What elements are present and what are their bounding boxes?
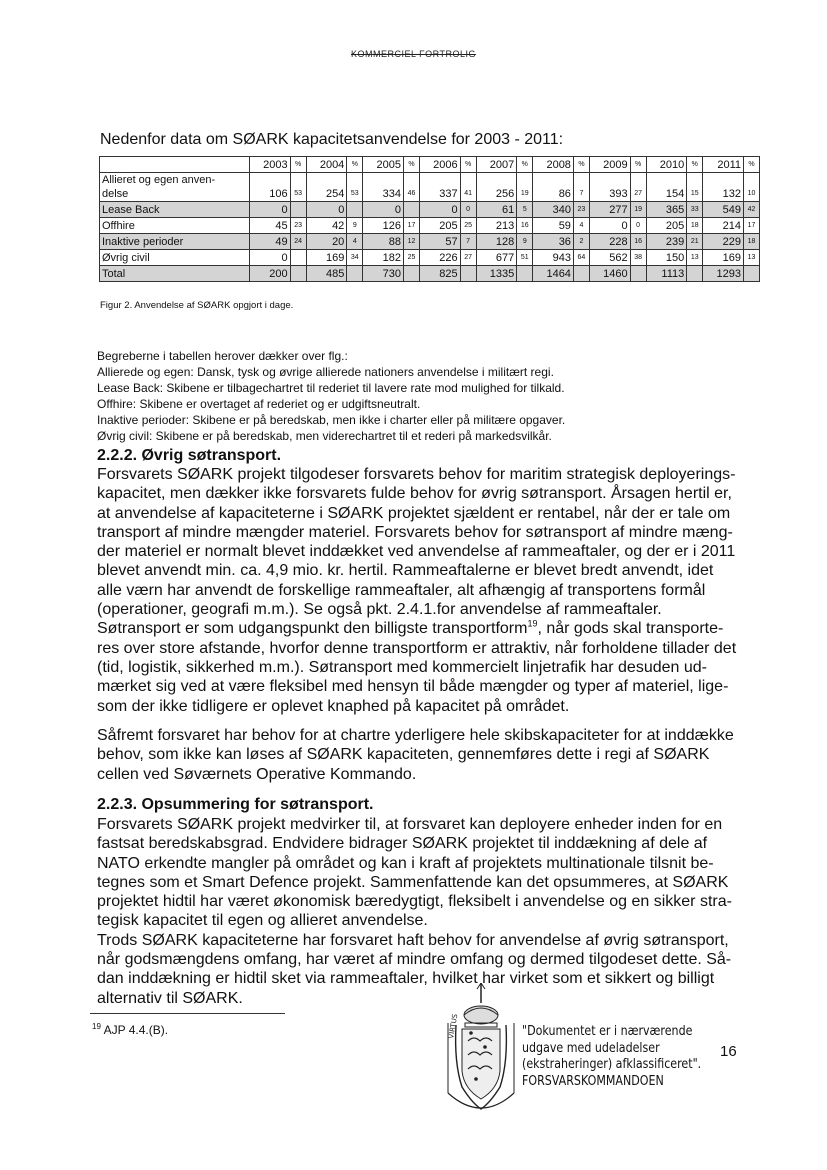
- value-cell: 256: [476, 173, 517, 202]
- coat-of-arms-seal-icon: [440, 983, 522, 1123]
- table-row: [100, 218, 760, 234]
- value-cell: 485: [306, 266, 347, 282]
- value-cell: 20: [306, 234, 347, 250]
- text-line: Forsvarets SØARK projekt medvirker til, at forsvaret kan deployere enheder inden for en: [97, 816, 723, 833]
- value-cell: 334: [363, 173, 404, 202]
- percent-cell: 53: [347, 173, 363, 202]
- section-222-paragraph-1: [97, 465, 747, 716]
- value-cell: 0: [306, 202, 347, 218]
- value-cell: 36: [533, 234, 574, 250]
- text-line: res over store afstande, hvorfor denne transportform er attraktiv, når forholdene tillader det: [97, 639, 737, 657]
- value-cell: 169: [703, 250, 744, 266]
- year-header: 2004: [306, 157, 347, 173]
- value-cell: 1460: [589, 266, 630, 282]
- text-line: udgave med udeladelser: [522, 1039, 660, 1056]
- year-header: 2005: [363, 157, 404, 173]
- definition-item: Allierede og egen: Dansk, tysk og øvrige allierede nationers anvendelse i militært regi.: [97, 365, 554, 379]
- text-line: at anvendelse af kapaciteterne i SØARK projektet sjældent er rentabel, når der er tale om: [97, 504, 731, 522]
- value-cell: 88: [363, 234, 404, 250]
- percent-cell: 21: [687, 234, 703, 250]
- year-header: 2010: [646, 157, 687, 173]
- text-line: "Dokumentet er i nærværende: [522, 1023, 693, 1039]
- year-header: 2008: [533, 157, 574, 173]
- definition-item: Øvrig civil: Skibene er på beredskab, men viderechartret til et rederi på markedsvilkår.: [97, 429, 552, 443]
- percent-cell: [744, 266, 760, 282]
- value-cell: 337: [419, 173, 460, 202]
- percent-cell: 53: [290, 173, 306, 202]
- year-header: 2011: [703, 157, 744, 173]
- definitions-intro: Begreberne i tabellen herover dækker over flg.:: [97, 349, 348, 363]
- value-cell: 205: [646, 218, 687, 234]
- value-cell: 340: [533, 202, 574, 218]
- value-cell: 59: [533, 218, 574, 234]
- value-cell: 1335: [476, 266, 517, 282]
- value-cell: 0: [363, 202, 404, 218]
- text-line: mærket sig ved at være fleksibel med hensyn til både mængder og typer af materiel, lige-: [97, 678, 729, 696]
- row-label: Offhire: [100, 218, 250, 234]
- percent-cell: 34: [347, 250, 363, 266]
- value-cell: 677: [476, 250, 517, 266]
- text-line: Forsvarets SØARK projekt tilgodeser forsvarets behov for maritim strategisk deployerings-: [97, 466, 736, 483]
- text-line: alle værn har anvendt de forskellige rammeaftaler, alt afhængig af transportens formål: [97, 581, 706, 599]
- percent-cell: 38: [630, 250, 646, 266]
- value-cell: 128: [476, 234, 517, 250]
- percent-cell: 17: [403, 218, 419, 234]
- percent-cell: 19: [630, 202, 646, 218]
- percent-cell: 51: [517, 250, 533, 266]
- value-cell: 86: [533, 173, 574, 202]
- value-cell: 61: [476, 202, 517, 218]
- percent-cell: [687, 266, 703, 282]
- percent-cell: 42: [744, 202, 760, 218]
- percent-cell: 9: [517, 234, 533, 250]
- section-heading-222: 2.2.2. Øvrig søtransport.: [97, 447, 282, 464]
- text-line: tegnes som et Smart Defence projekt. Sammenfattende kan det opsummeres, at SØARK: [97, 873, 729, 891]
- text-line: FORSVARSKOMMANDOEN: [522, 1072, 664, 1089]
- figure-caption: Figur 2. Anvendelse af SØARK opgjort i dage.: [100, 300, 294, 311]
- page-number: 16: [720, 1043, 737, 1060]
- classification-marking: KOMMERCIEL FORTROLIG: [350, 49, 476, 59]
- pct-header: %: [517, 157, 533, 173]
- percent-cell: [460, 266, 476, 282]
- percent-cell: 19: [517, 173, 533, 202]
- percent-cell: 12: [403, 234, 419, 250]
- percent-cell: [347, 266, 363, 282]
- row-label: [100, 173, 250, 202]
- table-row: [100, 266, 760, 282]
- text-line: (operationer, geografi m.m.). Se også pkt. 2.4.1.for anvendelse af rammeaftaler.: [97, 601, 662, 619]
- value-cell: 730: [363, 266, 404, 282]
- pct-header: %: [687, 157, 703, 173]
- text-line: transport af mindre mængder materiel. Forsvarets behov for søtransport af mindre mæng-: [97, 523, 733, 541]
- table-row: [100, 202, 760, 218]
- percent-cell: 5: [517, 202, 533, 218]
- percent-cell: [517, 266, 533, 282]
- value-cell: 254: [306, 173, 347, 202]
- percent-cell: 46: [403, 173, 419, 202]
- percent-cell: 13: [687, 250, 703, 266]
- text-line: Søtransport er som udgangspunkt den billigste transportform$^{19}$, når gods skal transporte-: [97, 619, 724, 638]
- value-cell: 1464: [533, 266, 574, 282]
- value-cell: 825: [419, 266, 460, 282]
- text-line: (ekstraheringer) afklassificeret".: [522, 1056, 702, 1072]
- value-cell: 1113: [646, 266, 687, 282]
- value-cell: 205: [419, 218, 460, 234]
- year-header: 2009: [589, 157, 630, 173]
- percent-cell: 41: [460, 173, 476, 202]
- value-cell: 57: [419, 234, 460, 250]
- text-line: alternativ til SØARK.: [97, 989, 243, 1007]
- percent-cell: [403, 266, 419, 282]
- percent-cell: 18: [744, 234, 760, 250]
- value-cell: 200: [250, 266, 291, 282]
- pct-header: %: [630, 157, 646, 173]
- percent-cell: 16: [517, 218, 533, 234]
- value-cell: 213: [476, 218, 517, 234]
- value-cell: 150: [646, 250, 687, 266]
- percent-cell: 0: [630, 218, 646, 234]
- percent-cell: [630, 266, 646, 282]
- text-line: kapacitet, men dækker ikke forsvarets fulde behov for øvrig søtransport. Årsagen hertil er,: [97, 485, 732, 503]
- year-header: 2007: [476, 157, 517, 173]
- percent-cell: 27: [460, 250, 476, 266]
- value-cell: 154: [646, 173, 687, 202]
- pct-header: %: [347, 157, 363, 173]
- value-cell: 277: [589, 202, 630, 218]
- percent-cell: [290, 250, 306, 266]
- value-cell: 182: [363, 250, 404, 266]
- table-row: [100, 234, 760, 250]
- value-cell: 393: [589, 173, 630, 202]
- value-cell: 42: [306, 218, 347, 234]
- pct-header: %: [573, 157, 589, 173]
- percent-cell: 0: [460, 202, 476, 218]
- value-cell: 228: [589, 234, 630, 250]
- text-line: blevet anvendt min. ca. 4,9 mio. kr. hertil. Rammeaftalerne er blevet bredt anvendt, idet: [97, 562, 714, 580]
- value-cell: 1293: [703, 266, 744, 282]
- row-label: Lease Back: [100, 202, 250, 218]
- value-cell: 226: [419, 250, 460, 266]
- percent-cell: [290, 202, 306, 218]
- declassification-stamp: [522, 1023, 701, 1089]
- value-cell: 0: [589, 218, 630, 234]
- pct-header: %: [290, 157, 306, 173]
- percent-cell: 27: [630, 173, 646, 202]
- value-cell: 0: [250, 202, 291, 218]
- value-cell: 106: [250, 173, 291, 202]
- row-label-line: delse: [102, 188, 129, 200]
- text-line: Trods SØARK kapaciteterne har forsvaret haft behov for anvendelse af øvrig søtransport,: [97, 931, 729, 949]
- percent-cell: 25: [403, 250, 419, 266]
- value-cell: 169: [306, 250, 347, 266]
- value-cell: 214: [703, 218, 744, 234]
- seal-motto: VIRTUS: [447, 1013, 460, 1040]
- value-cell: 562: [589, 250, 630, 266]
- value-cell: 132: [703, 173, 744, 202]
- header-label-cell: [100, 157, 250, 173]
- value-cell: 0: [250, 250, 291, 266]
- capacity-table: [99, 156, 760, 282]
- row-label: Total: [100, 266, 250, 282]
- percent-cell: 33: [687, 202, 703, 218]
- percent-cell: 4: [573, 218, 589, 234]
- percent-cell: 7: [573, 173, 589, 202]
- percent-cell: 10: [744, 173, 760, 202]
- row-label: Øvrig civil: [100, 250, 250, 266]
- text-line: cellen ved Søværnets Operative Kommando.: [97, 765, 417, 783]
- year-header: 2006: [419, 157, 460, 173]
- value-cell: 943: [533, 250, 574, 266]
- value-cell: 549: [703, 202, 744, 218]
- percent-cell: 4: [347, 234, 363, 250]
- percent-cell: 15: [687, 173, 703, 202]
- definitions-block: [97, 348, 757, 444]
- percent-cell: 17: [744, 218, 760, 234]
- row-label-line: Allieret og egen anven-: [102, 174, 216, 186]
- text-line: dan inddækning er hidtil sket via rammeaftaler, hvilket har virket som et sikkert og billigt: [97, 970, 715, 988]
- footnote-ref: 19: [527, 619, 538, 630]
- footnote-divider: [90, 1013, 285, 1014]
- value-cell: 239: [646, 234, 687, 250]
- percent-cell: 64: [573, 250, 589, 266]
- value-cell: 0: [419, 202, 460, 218]
- pct-header: %: [460, 157, 476, 173]
- text-line: der materiel er normalt blevet inddækket ved anvendelse af rammeaftaler, og der er i 2011: [97, 543, 736, 561]
- percent-cell: 25: [460, 218, 476, 234]
- percent-cell: 13: [744, 250, 760, 266]
- table-header-row: [100, 157, 760, 173]
- section-222-paragraph-2: [97, 726, 747, 784]
- value-cell: 45: [250, 218, 291, 234]
- percent-cell: [573, 266, 589, 282]
- percent-cell: 23: [573, 202, 589, 218]
- text-line: behov, som ikke kan løses af SØARK kapaciteten, gennemføres dette i regi af SØARK: [97, 746, 710, 764]
- value-cell: 126: [363, 218, 404, 234]
- pct-header: %: [403, 157, 419, 173]
- section-heading-223: 2.2.3. Opsummering for søtransport.: [97, 796, 374, 813]
- value-cell: 365: [646, 202, 687, 218]
- definition-item: Lease Back: Skibene er tilbagechartret til rederiet til lavere rate mod mulighed for tilkald.: [97, 381, 565, 395]
- table-row: [100, 173, 760, 202]
- table-row: [100, 250, 760, 266]
- text-line: Såfremt forsvaret har behov for at chartre yderligere hele skibskapaciteter for at inddække: [97, 727, 734, 744]
- percent-cell: 16: [630, 234, 646, 250]
- pct-header: %: [744, 157, 760, 173]
- table-title: Nedenfor data om SØARK kapacitetsanvendelse for 2003 - 2011:: [100, 131, 564, 148]
- text-line: (tid, logistik, sikkerhed m.m.). Søtransport med kommercielt linjetrafik har desuden ud-: [97, 658, 707, 676]
- definition-item: Inaktive perioder: Skibene er på beredskab, men ikke i charter eller på militære opgaver.: [97, 413, 566, 427]
- text-line: som der ikke tidligere er oplevet knaphed på kapacitet på området.: [97, 697, 570, 715]
- percent-cell: 7: [460, 234, 476, 250]
- text-line: NATO erkendte mangler på området og kan i kraft af projektets multinationale tilsnit be-: [97, 854, 714, 872]
- footnote: $^{19}$ AJP 4.4.(B).: [92, 1022, 169, 1037]
- value-cell: 229: [703, 234, 744, 250]
- section-223-paragraph: [97, 815, 747, 1008]
- value-cell: 49: [250, 234, 291, 250]
- year-header: 2003: [250, 157, 291, 173]
- percent-cell: 9: [347, 218, 363, 234]
- percent-cell: [347, 202, 363, 218]
- percent-cell: [290, 266, 306, 282]
- percent-cell: 23: [290, 218, 306, 234]
- row-label: Inaktive perioder: [100, 234, 250, 250]
- definition-item: Offhire: Skibene er overtaget af rederiet og er udgiftsneutralt.: [97, 397, 421, 411]
- percent-cell: 2: [573, 234, 589, 250]
- percent-cell: 24: [290, 234, 306, 250]
- text-line: når godsmængdens omfang, har været af mindre omfang og dermed tilgodeset dette. Så-: [97, 951, 732, 969]
- text-line: projektet hidtil har været økonomisk bæredygtigt, fleksibelt i anvendelse og en sikker stra-: [97, 893, 732, 911]
- text-line: tegisk kapacitet til egen og allieret anvendelse.: [97, 912, 428, 930]
- text-line: fastsat beredskabsgrad. Endvidere bidrager SØARK projektet til inddækning af dele af: [97, 835, 708, 853]
- percent-cell: 18: [687, 218, 703, 234]
- percent-cell: [403, 202, 419, 218]
